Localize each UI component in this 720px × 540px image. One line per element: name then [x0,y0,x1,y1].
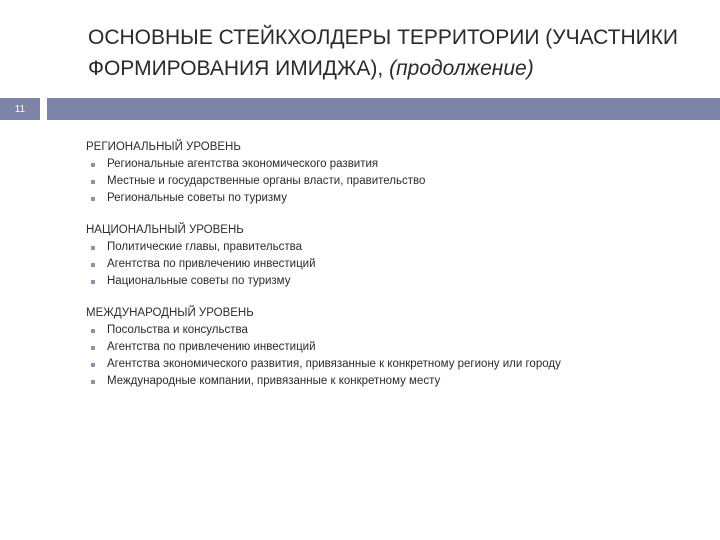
square-bullet-icon [91,246,95,250]
slide-number-bar [0,98,720,120]
section-heading: НАЦИОНАЛЬНЫЙ УРОВЕНЬ [86,224,244,236]
list-item-text: Региональные советы по туризму [107,192,287,204]
list-item-text: Международные компании, привязанные к конкретному месту [107,375,441,387]
square-bullet-icon [91,180,95,184]
list-item-text: Национальные советы по туризму [107,275,291,287]
list-item [86,339,706,356]
section-national [86,222,706,290]
square-bullet-icon [91,263,95,267]
square-bullet-icon [91,197,95,201]
list-item [86,273,706,290]
list-item-text: Политические главы, правительства [107,241,303,253]
square-bullet-icon [91,346,95,350]
title-subtitle: (продолжение) [389,57,534,80]
list-item [86,173,706,190]
list-item [86,322,706,339]
section-regional [86,139,706,207]
bullet-list [86,322,706,390]
list-item-text: Агентства по привлечению инвестиций [107,341,316,353]
list-item [86,356,706,373]
accent-bar [47,98,720,120]
square-bullet-icon [91,363,95,367]
square-bullet-icon [91,280,95,284]
slide-number: 11 [0,98,40,120]
square-bullet-icon [91,163,95,167]
list-item-text: Агентства по привлечению инвестиций [107,258,316,270]
title-main: ОСНОВНЫЕ СТЕЙКХОЛДЕРЫ ТЕРРИТОРИИ (УЧАСТНИКИ ФОРМИРОВАНИЯ ИМИДЖА), [88,26,679,80]
list-item-text: Местные и государственные органы власти, правительство [107,175,426,187]
list-item [86,239,706,256]
section-international [86,305,706,390]
section-heading: РЕГИОНАЛЬНЫЙ УРОВЕНЬ [86,141,241,153]
bullet-list [86,156,706,207]
list-item-text: Посольства и консульства [107,324,248,336]
list-item [86,373,706,390]
bullet-list [86,239,706,290]
square-bullet-icon [91,380,95,384]
slide-content [86,139,706,405]
slide-title [88,22,708,84]
square-bullet-icon [91,329,95,333]
list-item [86,256,706,273]
section-heading: МЕЖДУНАРОДНЫЙ УРОВЕНЬ [86,307,254,319]
list-item [86,190,706,207]
list-item-text: Агентства экономического развития, привязанные к конкретному региону или городу [107,358,561,370]
list-item-text: Региональные агентства экономического развития [107,158,379,170]
list-item [86,156,706,173]
